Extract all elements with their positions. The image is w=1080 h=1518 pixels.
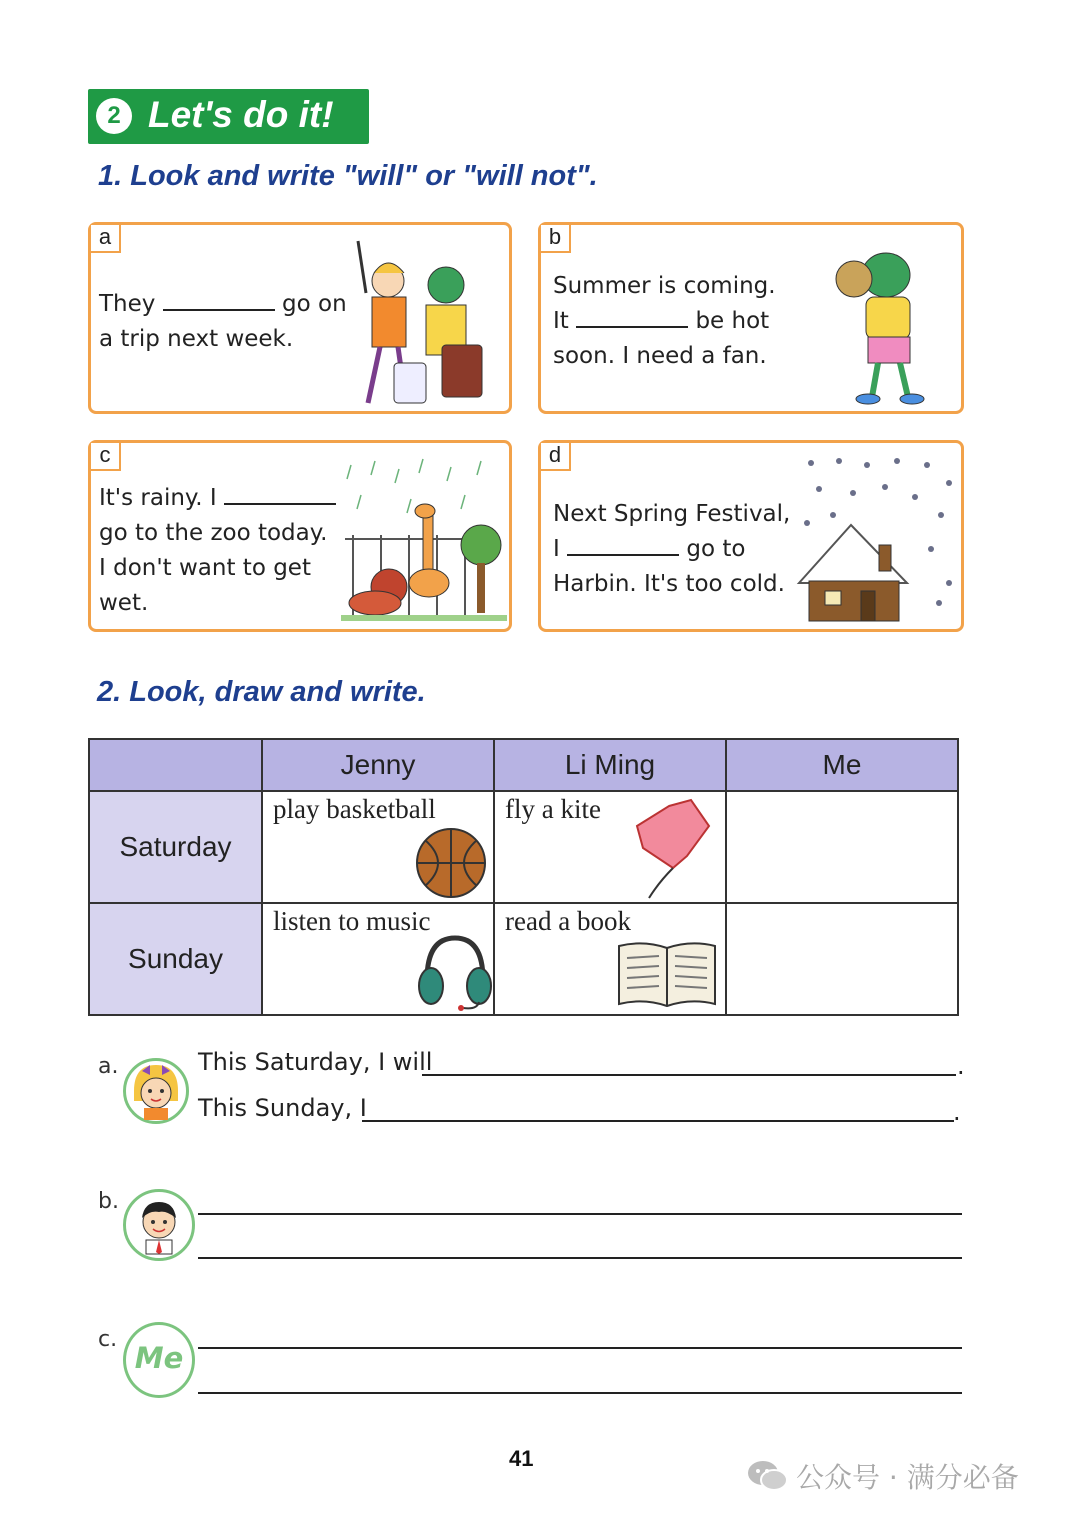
cell-me-sunday[interactable] <box>726 903 958 1015</box>
page-number: 41 <box>509 1446 534 1471</box>
answer-blank-d[interactable] <box>567 536 679 556</box>
travel-illustration <box>346 233 496 411</box>
answer-a-line2: This Sunday, I <box>198 1094 367 1122</box>
sentence-b: Summer is coming. It be hot soon. I need a fan. <box>553 273 776 369</box>
answer-label-b: b. <box>98 1189 119 1214</box>
watermark: 公众号 · 满分必备 <box>796 1461 1019 1494</box>
box-letter: c <box>91 443 121 471</box>
answer-label-a: a. <box>98 1054 119 1079</box>
period: . <box>957 1052 965 1080</box>
box-letter: b <box>541 225 571 253</box>
exercise-box-a <box>88 222 512 414</box>
answer-a-line1: This Saturday, I will <box>198 1048 433 1076</box>
period: . <box>953 1098 961 1126</box>
exercise1-heading: 1. Look and write "will" or "will not". <box>98 160 598 192</box>
jenny-avatar <box>123 1058 189 1124</box>
section-banner <box>88 89 369 144</box>
cell-li-ming-sunday <box>494 903 726 1015</box>
header-jenny: Jenny <box>262 739 494 791</box>
header-li-ming: Li Ming <box>494 739 726 791</box>
zoo-rain-illustration <box>341 455 507 627</box>
basketball-icon <box>413 826 489 900</box>
answer-c-line1-blank[interactable] <box>198 1347 962 1349</box>
li-ming-avatar <box>123 1189 195 1261</box>
cell-jenny-sunday <box>262 903 494 1015</box>
cell-li-ming-saturday <box>494 791 726 903</box>
section-number: 2 <box>96 98 132 134</box>
box-letter: a <box>91 225 121 253</box>
header-me: Me <box>726 739 958 791</box>
exercise-box-c <box>88 440 512 632</box>
answer-c-line2-blank[interactable] <box>198 1392 962 1394</box>
exercise-box-b <box>538 222 964 414</box>
answer-blank-b[interactable] <box>576 308 688 328</box>
li-ming-face-icon <box>126 1192 192 1258</box>
box-letter: d <box>541 443 571 471</box>
sentence-c: It's rainy. I go to the zoo today. I don't want to get wet. <box>99 481 336 621</box>
headphones-icon <box>415 932 493 1012</box>
me-avatar-text: Me <box>134 1341 184 1375</box>
activity-text: listen to music <box>273 906 431 936</box>
cell-me-saturday[interactable] <box>726 791 958 903</box>
snowy-house-illustration <box>789 453 959 627</box>
sentence-a: They go on a trip next week. <box>99 291 347 352</box>
activity-text: play basketball <box>273 794 436 824</box>
answer-b-line2-blank[interactable] <box>198 1257 962 1259</box>
me-avatar <box>123 1322 195 1398</box>
answer-blank-c[interactable] <box>224 485 336 505</box>
jenny-face-icon <box>126 1061 186 1121</box>
row-day-sunday: Sunday <box>89 903 262 1015</box>
answer-a-line2-blank[interactable] <box>362 1120 954 1122</box>
answer-a-line1-blank[interactable] <box>422 1074 956 1076</box>
activity-text: read a book <box>505 906 631 936</box>
book-icon <box>615 938 719 1010</box>
exercise2-heading: 2. Look, draw and write. <box>97 676 426 708</box>
activity-table <box>88 738 959 1016</box>
cell-jenny-saturday <box>262 791 494 903</box>
answer-blank-a[interactable] <box>163 291 275 311</box>
section-title: Let's do it! <box>148 94 334 135</box>
exercise-box-d <box>538 440 964 632</box>
sentence-d: Next Spring Festival, I go to Harbin. It's too cold. <box>553 501 791 597</box>
answer-b-line1-blank[interactable] <box>198 1213 962 1215</box>
wechat-icon <box>746 1458 790 1497</box>
header-empty <box>89 739 262 791</box>
activity-text: fly a kite <box>505 794 601 824</box>
kite-icon <box>629 796 719 900</box>
dinosaur-fan-illustration <box>826 239 946 407</box>
row-day-saturday: Saturday <box>89 791 262 903</box>
answer-label-c: c. <box>98 1327 118 1352</box>
